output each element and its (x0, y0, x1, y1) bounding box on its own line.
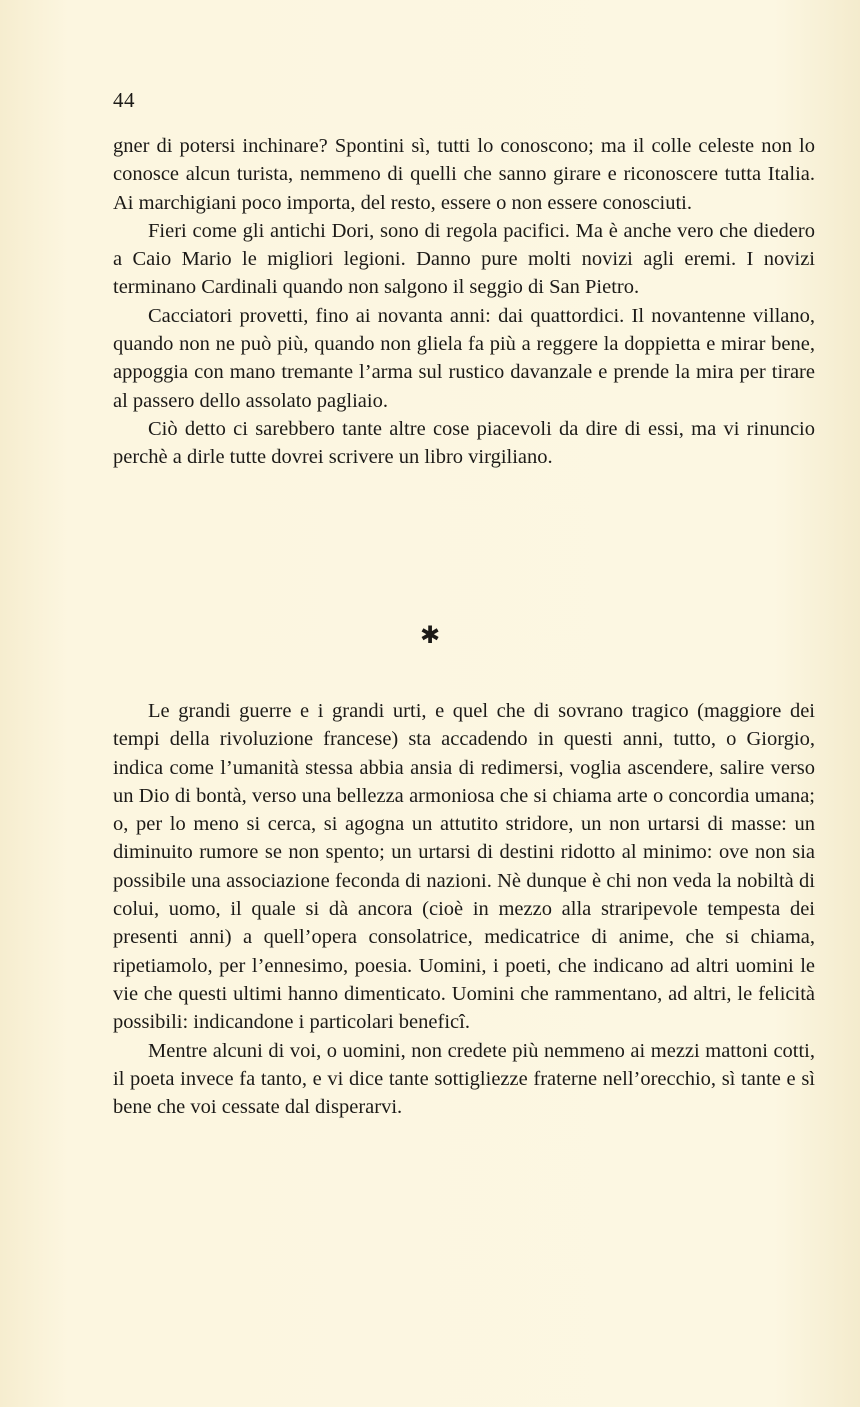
text-section-1 (113, 132, 815, 472)
paragraph: gner di potersi inchinare? Spontini sì, tutti lo conoscono; ma il colle celeste non lo conosce alcun turista, nemmeno di quelli che sanno girare e riconoscere tutta Italia. Ai marchigiani poco importa, del resto, essere o non essere conosciuti. (113, 135, 815, 214)
paragraph: Cacciatori provetti, fino ai novanta anni: dai quattordici. Il novantenne villano, quando non ne può più, quando non gliela fa più a reggere la doppietta e mirar bene, appoggia con mano tremante l’arma sul rustico davanzale e prende la mira per tirare al passero dello assolato pagliaio. (113, 304, 815, 412)
paragraph: Le grandi guerre e i grandi urti, e quel che di sovrano tragico (maggiore dei tempi della rivoluzione francese) sta accadendo in questi anni, tutto, o Giorgio, indica come l’umanità stessa abbia ansia di redimersi, voglia ascendere, salire verso un Dio di bontà, verso una bellezza armoniosa che si chiama arte o concordia umana; o, per lo meno si cerca, si agogna un attutito stridore, un non urtarsi di masse: un diminuito rumore se non spento; un urtarsi di destini ridotto al minimo: ove non sia possibile una associazione feconda di nazioni. Nè dunque è chi non veda la nobiltà di colui, uomo, il quale si dà ancora (cioè in mezzo alla straripevole tempesta dei presenti anni) a quell’opera consolatrice, medicatrice di anime, che si chiama, ripetiamolo, per l’ennesimo, poesia. Uomini, i poeti, che indicano ad altri uomini le vie che questi ultimi hanno dimenticato. Uomini che rammentano, ad altri, le felicità possibili: indicandone i particolari beneficî. (113, 700, 815, 1034)
section-separator-asterisk: ✱ (419, 621, 441, 649)
paragraph: Mentre alcuni di voi, o uomini, non credete più nemmeno ai mezzi mattoni cotti, il poeta invece fa tanto, e vi dice tante sottigliezze fraterne nell’orecchio, sì tante e sì bene che voi cessate dal disperarvi. (113, 1039, 815, 1119)
text-section-2 (113, 697, 815, 1121)
paragraph: Fieri come gli antichi Dori, sono di regola pacifici. Ma è anche vero che diedero a Caio Mario le migliori legioni. Danno pure molti novizi agli eremi. I novizi terminano Cardinali quando non salgono il seggio di San Pietro. (113, 219, 815, 299)
paragraph: Ciò detto ci sarebbero tante altre cose piacevoli da dire di essi, ma vi rinuncio perchè a dirle tutte dovrei scrivere un libro virgiliano. (113, 417, 815, 469)
page-number: 44 (113, 88, 135, 112)
